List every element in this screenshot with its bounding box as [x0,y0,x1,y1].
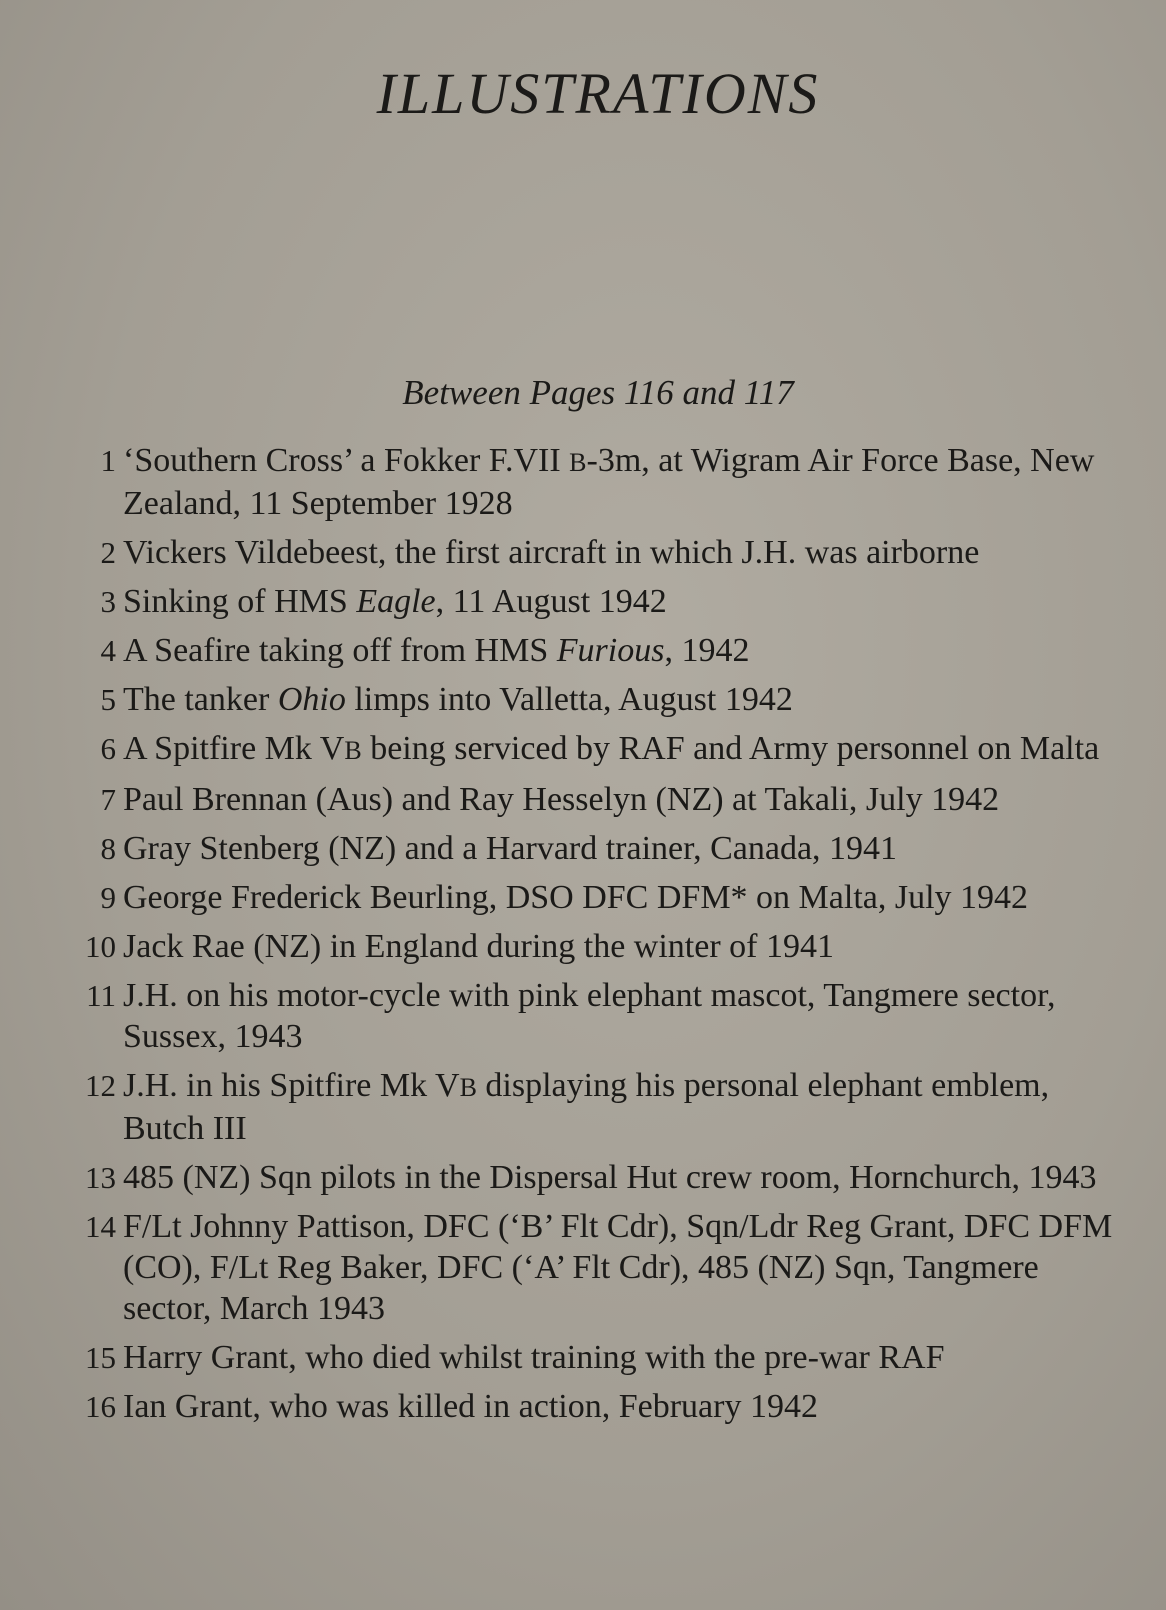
item-caption [123,877,1130,918]
item-caption [123,1386,1130,1427]
small-caps-text: B [344,736,362,765]
caption-text: , 1942 [664,632,750,669]
caption-text: 485 (NZ) Sqn pilots in the Dispersal Hut crew room, Hornchurch, 1943 [123,1159,1097,1196]
item-caption [123,1065,1130,1149]
caption-text: The tanker [123,681,278,718]
italic-title: Eagle [356,583,436,620]
item-number: 12 [85,1068,116,1103]
illustration-list [70,440,1130,1435]
item-number: 15 [85,1340,116,1375]
caption-text: displaying his personal elephant emblem, Butch III [123,1067,1050,1147]
list-item [70,532,1130,573]
item-caption [123,440,1130,524]
caption-text: ‘Southern Cross’ a Fokker F.VII [123,442,570,479]
item-caption [123,1157,1130,1198]
item-caption [123,581,1130,622]
caption-text: George Frederick Beurling, DSO DFC DFM* on Malta, July 1942 [123,879,1029,916]
section-heading: Between Pages 116 and 117 [402,373,794,412]
list-item [70,728,1130,771]
caption-text: , 11 August 1942 [435,583,667,620]
italic-title: Furious [556,632,665,669]
item-number: 3 [100,584,116,619]
list-item [70,926,1130,967]
item-number: 14 [85,1209,116,1244]
item-caption [123,679,1130,720]
list-item [70,1157,1130,1198]
list-item [70,1065,1130,1149]
item-number: 13 [85,1160,116,1195]
caption-text: Jack Rae (NZ) in England during the winter of 1941 [123,928,834,965]
item-number: 16 [85,1389,116,1424]
list-item [70,877,1130,918]
item-caption [123,532,1130,573]
list-item [70,1386,1130,1427]
caption-text: being serviced by RAF and Army personnel on Malta [361,730,1100,767]
item-caption [123,728,1130,771]
item-number: 9 [100,880,116,915]
caption-text: Sinking of HMS [123,583,357,620]
small-caps-text: B [459,1073,477,1102]
item-number: 4 [100,633,116,668]
caption-text: Ian Grant, who was killed in action, February 1942 [123,1388,818,1425]
item-number: 10 [85,929,116,964]
list-item [70,828,1130,869]
small-caps-text: B [569,448,587,477]
caption-text: Harry Grant, who died whilst training with the pre-war RAF [123,1339,945,1376]
caption-text: Gray Stenberg (NZ) and a Harvard trainer, Canada, 1941 [123,830,898,867]
list-item [70,975,1130,1057]
caption-text: F/Lt Johnny Pattison, DFC (‘B’ Flt Cdr), Sqn/Ldr Reg Grant, DFC DFM (CO), F/Lt Reg Baker, DFC (‘A’ Flt Cdr), 485 (NZ) Sqn, Tangmere sector, March 1943 [123,1208,1113,1327]
caption-text: J.H. on his motor-cycle with pink elephant mascot, Tangmere sector, Sussex, 1943 [123,977,1056,1055]
item-caption [123,630,1130,671]
caption-text: Vickers Vildebeest, the first aircraft in which J.H. was airborne [123,534,980,571]
item-caption [123,975,1130,1057]
item-number: 2 [100,535,116,570]
item-caption [123,779,1130,820]
item-caption [123,1337,1130,1378]
item-caption [123,1206,1130,1329]
item-number: 11 [86,978,116,1013]
caption-text: limps into Valletta, August 1942 [345,681,793,718]
list-item [70,630,1130,671]
item-number: 7 [100,782,116,817]
italic-title: Ohio [277,681,346,718]
page-title: ILLUSTRATIONS [376,61,820,126]
caption-text: J.H. in his Spitfire Mk V [123,1067,460,1104]
item-number: 1 [100,443,116,478]
list-item [70,1337,1130,1378]
list-item [70,581,1130,622]
item-number: 6 [100,731,116,766]
caption-text: -3m, at Wigram Air Force Base, New Zealand, 11 September 1928 [123,442,1095,522]
caption-text: Paul Brennan (Aus) and Ray Hesselyn (NZ) at Takali, July 1942 [123,781,1000,818]
list-item [70,679,1130,720]
caption-text: A Seafire taking off from HMS [123,632,557,669]
item-number: 5 [100,682,116,717]
item-caption [123,926,1130,967]
list-item [70,440,1130,524]
list-item [70,1206,1130,1329]
list-item [70,779,1130,820]
item-number: 8 [100,831,116,866]
item-caption [123,828,1130,869]
caption-text: A Spitfire Mk V [123,730,345,767]
